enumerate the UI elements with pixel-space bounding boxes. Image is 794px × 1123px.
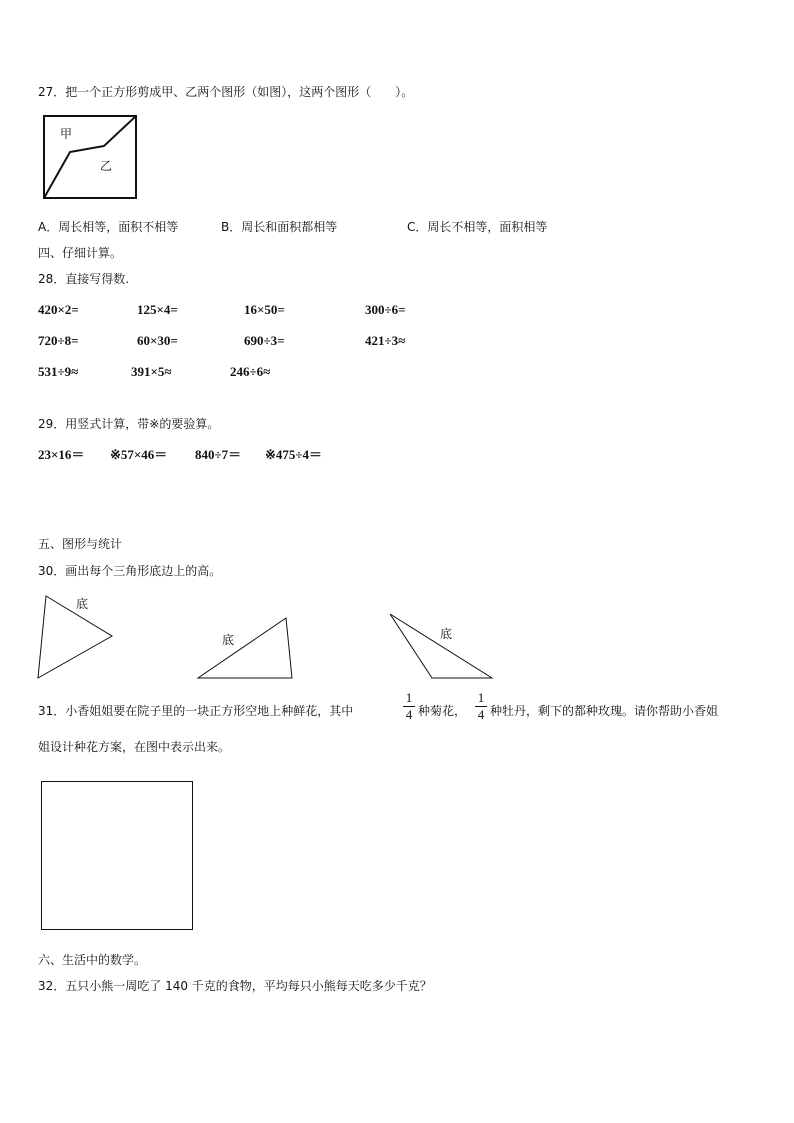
q27-option-c: C．周长不相等，面积相等 [407,220,548,234]
calc-item: 60×30= [137,333,178,348]
q27-option-b: B．周长和面积都相等 [221,220,338,234]
q31-text-part3: 种牡丹，剩下的都种玫瑰。请你帮助小香姐 [490,704,719,718]
q27-square-figure [40,112,140,202]
section-4-heading: 四、仔细计算。 [38,246,123,260]
fraction-one-quarter [475,691,487,722]
fraction-one-quarter [403,691,415,722]
fraction-denominator: 4 [405,707,413,722]
calc-item: 300÷6= [365,302,406,317]
vertical-calc-item: 840÷7＝ [195,447,242,462]
triangle-1-base-label: 底 [76,597,89,611]
q28-text: 28．直接写得数. [38,272,130,286]
calc-item: 246÷6≈ [230,364,271,379]
q27-text: 27．把一个正方形剪成甲、乙两个图形（如图），这两个图形（ ）。 [38,85,414,99]
vertical-calc-item: ※475÷4＝ [265,447,323,462]
calc-item: 421÷3≈ [365,333,406,348]
triangle-2 [196,616,296,686]
q31-text-line2: 姐设计种花方案，在图中表示出来。 [38,740,231,754]
fraction-numerator: 1 [477,690,485,705]
calc-item: 125×4= [137,302,178,317]
q29-text: 29．用竖式计算，带※的要验算。 [38,417,220,431]
fraction-numerator: 1 [405,690,413,705]
label-jia: 甲 [60,127,73,141]
calc-item: 720÷8= [38,333,79,348]
calc-item: 420×2= [38,302,79,317]
q30-text: 30．画出每个三角形底边上的高。 [38,564,222,578]
q31-text-part2: 种菊花， [418,704,467,718]
cut-line [44,116,136,198]
calc-item: 690÷3= [244,333,285,348]
q27-option-a: A．周长相等，面积不相等 [38,220,179,234]
triangle-3-base-label: 底 [440,627,453,641]
triangle-3 [388,612,498,682]
label-yi: 乙 [100,159,113,173]
calc-item: 16×50= [244,302,285,317]
calc-item: 531÷9≈ [38,364,79,379]
fraction-denominator: 4 [477,707,485,722]
q31-text-part1: 31．小香姐姐要在院子里的一块正方形空地上种鲜花，其中 [38,704,354,718]
vertical-calc-item: 23×16＝ [38,447,85,462]
section-5-heading: 五、图形与统计 [38,537,123,551]
calc-item: 391×5≈ [131,364,172,379]
section-6-heading: 六、生活中的数学。 [38,953,147,967]
vertical-calc-item: ※57×46＝ [110,447,168,462]
triangle-2-base-label: 底 [222,633,235,647]
q32-text: 32．五只小熊一周吃了 140 千克的食物，平均每只小熊每天吃多少千克？ [38,979,432,993]
garden-square [41,781,193,930]
